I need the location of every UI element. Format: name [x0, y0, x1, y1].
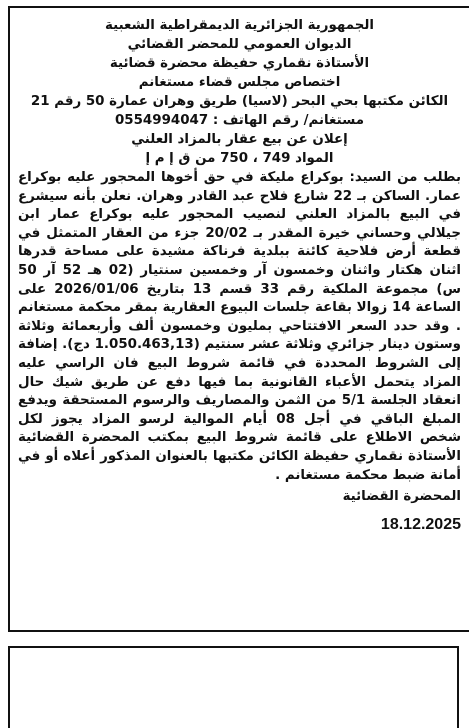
- header-bailiff-name: الأستاذة نقماري حفيظة محضرة قضائية: [109, 56, 370, 71]
- header-office: الديوان العمومي للمحضر القضائي: [127, 37, 352, 52]
- header-jurisdiction: اختصاص مجلس قضاء مستغانم: [138, 75, 341, 90]
- notice-header: [18, 16, 461, 168]
- legal-notice-box: [8, 6, 469, 632]
- notice-body: بطلب من السيد: بوكراع مليكة في حق أخوها المحجور عليه بوكراع عمار. الساكن بـ 22 شارع فلاح عبد القادر وهران. نعلن بأنه سيشرع في البيع بالمزاد العلني لنصيب المحجور عليه بوكراع عمار ابن جيلالي وحساني خيرة المقدر بـ 20/02 جزء من العقار المتمثل في قطعة أرض فلاحية كائنة ببلدية فرناكة مشيدة على مساحة قدرها اثنان هكتار واثنان وخمسون آر وخمسين سنتيار (02 هـ 52 آر 50 س) مجموعة الملكية رقم 33 قسم 13 بتاريخ 2026/01/06 على الساعة 14 زوالا بقاعة جلسات البيوع العقارية بمقر محكمة مستغانم . وقد حدد السعر الافتتاحي بمليون وخمسون ألف وأربعمائة وثلاثة وستون دينار جزائري وثلاثة عشر سنتيم (1.050.463,13 دج). إضافة إلى الشروط المحددة في قائمة شروط البيع فان الراسي عليه المزاد يتحمل الأعباء القانونية بما فيها دفع عن طريق شيك حال انعقاد الجلسة 5/1 من الثمن والمصاريف والرسوم المستحقة ويدفع المبلغ الباقي في أجل 08 أيام الموالية لرسو المزاد يجوز لكل شخص الاطلاع على قائمة شروط البيع بمكتب المحضرة القضائية الأستاذة نقماري حفيظة الكائن مكتبها بالعنوان المذكور أعلاه أو في أمانة ضبط محكمة مستغانم .: [18, 170, 462, 483]
- header-address-phone: الكائن مكتبها بحي البحر (لاسيا) طريق وهران عمارة 50 رقم 21 مستغانم/ رقم الهاتف : 0554994047: [30, 94, 449, 128]
- header-republic: الجمهورية الجزائرية الديمقراطية الشعبية: [105, 18, 374, 33]
- header-announcement-title: إعلان عن بيع عقار بالمزاد العلني: [131, 132, 348, 147]
- header-legal-articles: المواد 749 ، 750 من ق إ م إ: [145, 151, 334, 166]
- notice-date: 18.12.2025: [380, 516, 461, 534]
- next-notice-box: [8, 646, 459, 728]
- notice-signature: المحضرة القضائية: [342, 489, 461, 505]
